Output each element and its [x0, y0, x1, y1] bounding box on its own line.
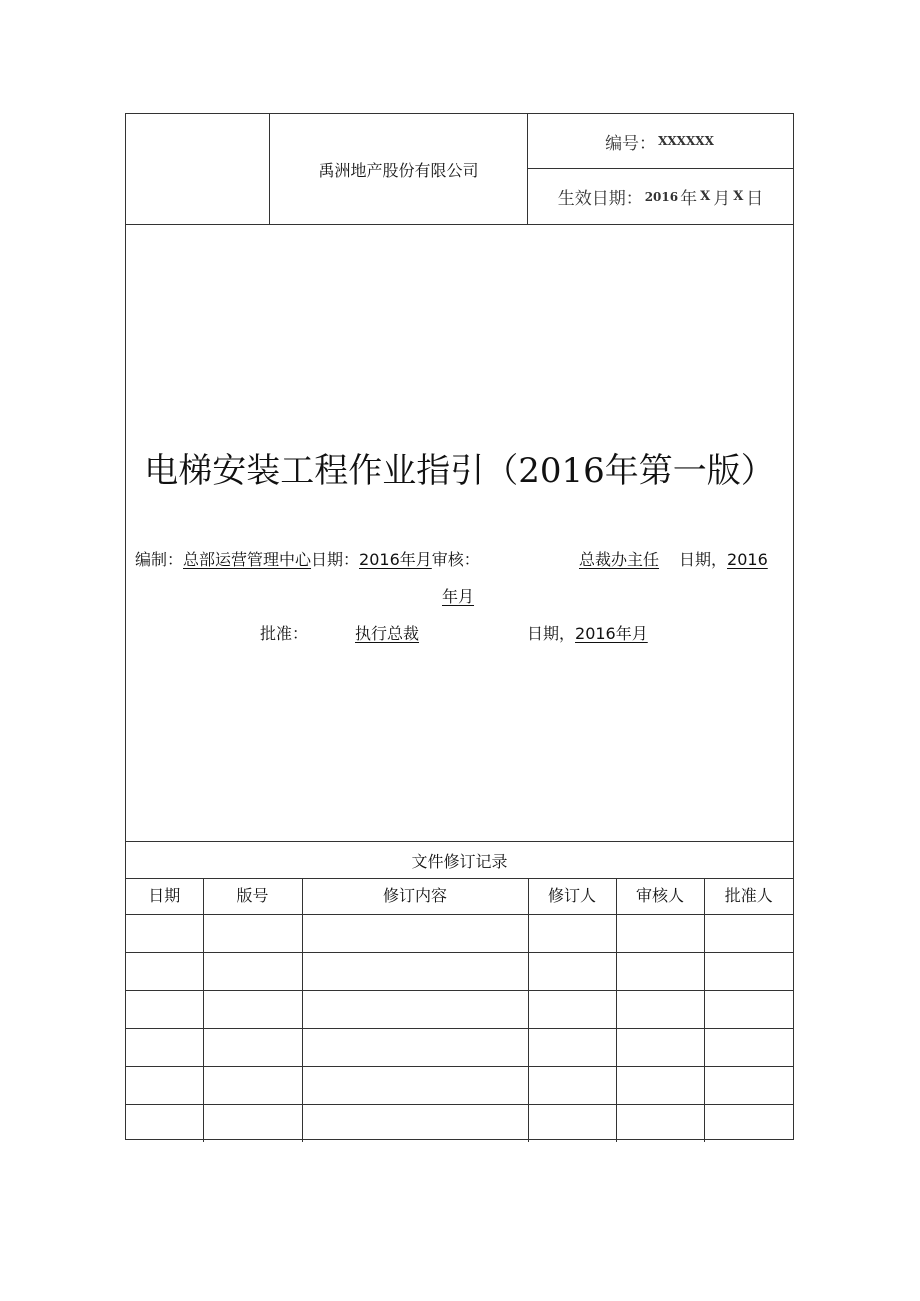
table-cell: [528, 990, 616, 1028]
effective-day-unit: 日: [746, 189, 764, 209]
approve-label: 批准：: [260, 624, 309, 643]
compile-value: 总部运营管理中心: [183, 550, 312, 569]
approve-value: 执行总裁: [355, 624, 420, 643]
header-date: 日期: [126, 879, 203, 914]
revision-header-row: [126, 879, 793, 914]
approve-date-label: 日期，: [527, 624, 576, 643]
company-name: 禹洲地产股份有限公司: [270, 114, 528, 224]
cover-section: [126, 225, 793, 842]
table-cell: [704, 1104, 793, 1142]
compile-label: 编制：: [135, 550, 184, 569]
table-row: [126, 1066, 793, 1104]
table-cell: [528, 1104, 616, 1142]
table-cell: [704, 1066, 793, 1104]
header-reviewer: 审核人: [616, 879, 704, 914]
table-cell: [126, 1028, 203, 1066]
table-cell: [616, 952, 704, 990]
date2-label: 日期，: [679, 550, 728, 569]
table-cell: [528, 1028, 616, 1066]
revision-record-title: 文件修订记录: [126, 842, 793, 879]
header-reviser: 修订人: [528, 879, 616, 914]
table-row: [126, 1104, 793, 1142]
table-cell: [616, 1028, 704, 1066]
table-cell: [528, 914, 616, 952]
date-value: 2016年月: [359, 550, 432, 569]
table-row: [126, 914, 793, 952]
code-label: 编号：: [605, 133, 657, 154]
table-cell: [302, 1066, 528, 1104]
header-approver: 批准人: [704, 879, 793, 914]
document-header: [126, 114, 793, 225]
table-cell: [126, 1066, 203, 1104]
logo-cell: [126, 114, 270, 224]
table-cell: [704, 914, 793, 952]
header-version: 版号: [203, 879, 302, 914]
document-frame: [125, 113, 794, 1140]
table-row: [126, 952, 793, 990]
code-value: XXXXXX: [658, 134, 714, 148]
date-label: 日期：: [311, 550, 360, 569]
table-cell: [203, 1028, 302, 1066]
signature-line-3: [260, 621, 308, 644]
document-code: [528, 114, 793, 169]
date2-value-b: 年月: [442, 587, 475, 606]
table-cell: [203, 914, 302, 952]
table-cell: [704, 952, 793, 990]
approve-date-wrap: [527, 621, 648, 644]
table-cell: [704, 1028, 793, 1066]
table-cell: [616, 1066, 704, 1104]
signature-line-1: [135, 547, 480, 570]
table-cell: [302, 1104, 528, 1142]
header-content: 修订内容: [302, 879, 528, 914]
table-cell: [203, 1066, 302, 1104]
table-cell: [203, 990, 302, 1028]
approve-date-value: 2016年月: [575, 624, 648, 643]
table-cell: [302, 952, 528, 990]
effective-year: 2016: [644, 189, 679, 204]
table-row: [126, 990, 793, 1028]
signature-line-1-right: [579, 547, 768, 570]
table-cell: [616, 914, 704, 952]
table-cell: [126, 990, 203, 1028]
table-cell: [528, 1066, 616, 1104]
table-cell: [302, 990, 528, 1028]
effective-month: X: [700, 189, 711, 204]
table-cell: [126, 952, 203, 990]
table-cell: [203, 952, 302, 990]
effective-year-unit: 年: [680, 189, 698, 209]
table-cell: [126, 1104, 203, 1142]
review-label: 审核：: [431, 550, 480, 569]
revision-table: [126, 879, 793, 1142]
table-cell: [704, 990, 793, 1028]
table-cell: [302, 1028, 528, 1066]
table-cell: [528, 952, 616, 990]
table-cell: [203, 1104, 302, 1142]
effective-date: [528, 169, 793, 224]
table-cell: [302, 914, 528, 952]
document-title: 电梯安装工程作业指引（2016年第一版）: [144, 451, 775, 491]
effective-month-unit: 月: [713, 189, 731, 209]
table-cell: [616, 990, 704, 1028]
table-cell: [126, 914, 203, 952]
effective-day: X: [733, 189, 744, 204]
table-cell: [616, 1104, 704, 1142]
meta-cell: [528, 114, 793, 224]
effective-label: 生效日期：: [557, 189, 643, 209]
signature-line-2: [442, 584, 474, 607]
review-value: 总裁办主任: [579, 550, 660, 569]
date2-value-a: 2016: [727, 550, 768, 569]
table-row: [126, 1028, 793, 1066]
approve-value-wrap: [355, 621, 419, 644]
